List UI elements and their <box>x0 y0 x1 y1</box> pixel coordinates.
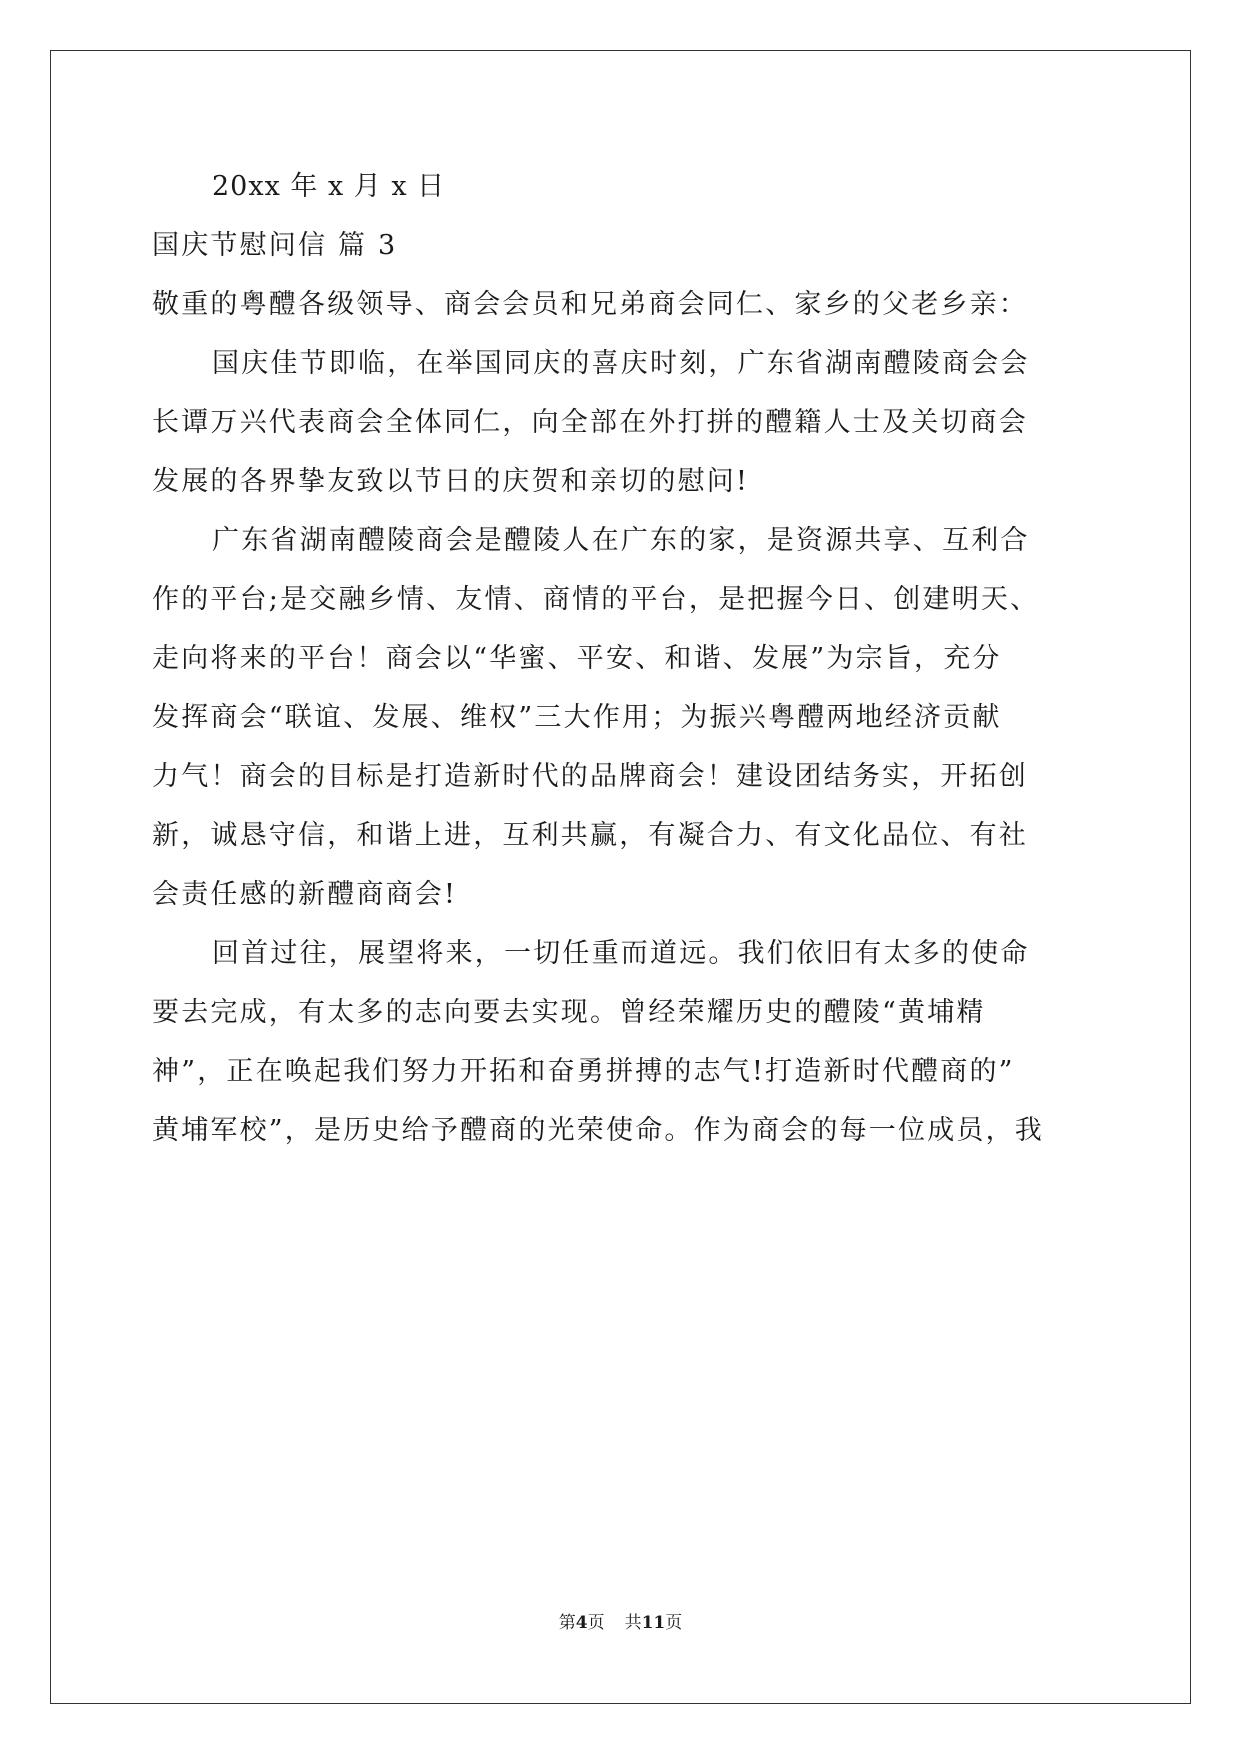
total-suffix: 页 <box>665 1613 683 1633</box>
text-line: 要去完成，有太多的志向要去实现。曾经荣耀历史的醴陵“黄埔精 <box>152 997 986 1028</box>
text-line: 走向将来的平台！商会以“华蜜、平安、和谐、发展”为宗旨，充分 <box>152 643 1002 674</box>
text-line: 会责任感的新醴商商会! <box>152 879 458 910</box>
page-footer <box>0 1612 1241 1634</box>
date-line: 20xx 年 x 月 x 日 <box>212 171 446 202</box>
text-line: 长谭万兴代表商会全体同仁，向全部在外打拼的醴籍人士及关切商会 <box>152 407 1028 438</box>
text-line: 新，诚恳守信，和谐上进，互利共赢，有凝合力、有文化品位、有社 <box>152 820 1028 851</box>
text-line: 国庆佳节即临，在举国同庆的喜庆时刻，广东省湖南醴陵商会会 <box>212 348 1030 379</box>
salutation: 敬重的粤醴各级领导、商会会员和兄弟商会同仁、家乡的父老乡亲： <box>152 289 1028 320</box>
text-line: 回首过往，展望将来，一切任重而道远。我们依旧有太多的使命 <box>212 938 1030 969</box>
total-pages: 11 <box>641 1613 666 1633</box>
text-line: 发挥商会“联谊、发展、维权”三大作用；为振兴粤醴两地经济贡献 <box>152 702 1002 733</box>
page-prefix: 第 <box>558 1613 576 1633</box>
text-line: 黄埔军校”，是历史给予醴商的光荣使命。作为商会的每一位成员，我 <box>152 1115 1045 1146</box>
total-prefix: 共 <box>624 1613 642 1633</box>
text-line: 神”，正在唤起我们努力开拓和奋勇拼搏的志气!打造新时代醴商的” <box>152 1056 1015 1087</box>
text-line: 广东省湖南醴陵商会是醴陵人在广东的家，是资源共享、互利合 <box>212 525 1030 556</box>
text-line: 发展的各界挚友致以节日的庆贺和亲切的慰问! <box>152 466 750 497</box>
text-line: 力气！商会的目标是打造新时代的品牌商会！建设团结务实，开拓创 <box>152 761 1028 792</box>
text-line: 作的平台;是交融乡情、友情、商情的平台，是把握今日、创建明天、 <box>152 584 1040 615</box>
letter-heading: 国庆节慰问信 篇 3 <box>152 230 398 261</box>
page-suffix: 页 <box>587 1613 605 1633</box>
page-number: 4 <box>575 1613 588 1633</box>
